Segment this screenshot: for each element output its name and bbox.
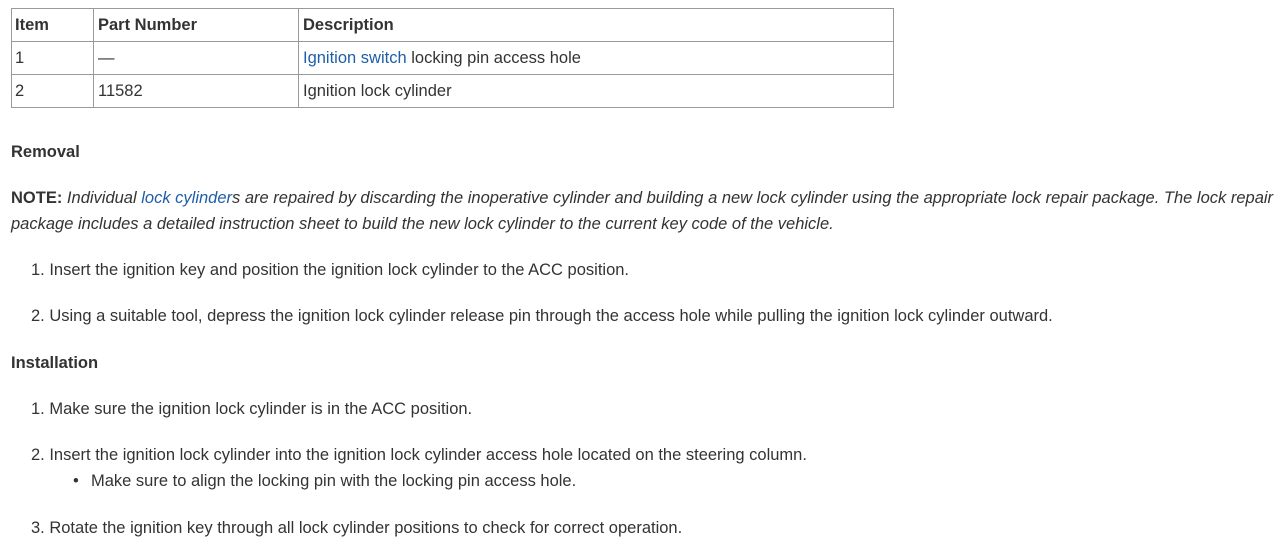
cell-part-number: 11582: [94, 75, 299, 108]
lock-cylinder-link[interactable]: lock cylinder: [141, 189, 233, 207]
installation-step-1: 1. Make sure the ignition lock cylinder is in the ACC position.: [31, 400, 473, 418]
cell-item: 2: [12, 75, 94, 108]
removal-note: [11, 185, 1275, 237]
header-part-number: Part Number: [94, 9, 299, 42]
installation-step-2: 2. Insert the ignition lock cylinder into the ignition lock cylinder access hole located on the steering column.: [31, 446, 807, 464]
description-text: locking pin access hole: [406, 48, 581, 67]
cell-part-number: —: [94, 42, 299, 75]
cell-description: Ignition lock cylinder: [299, 75, 894, 108]
bullet-dot: •: [73, 472, 79, 490]
removal-step-2: 2. Using a suitable tool, depress the ignition lock cylinder release pin through the access hole while pulling the ignition lock cylinder outward.: [31, 307, 1053, 325]
removal-heading: Removal: [11, 143, 80, 161]
removal-step-1: 1. Insert the ignition key and position the ignition lock cylinder to the ACC position.: [31, 261, 630, 279]
table-header-row: [12, 9, 894, 42]
cell-item: 1: [12, 42, 94, 75]
cell-description: [299, 42, 894, 75]
installation-step-3: 3. Rotate the ignition key through all lock cylinder positions to check for correct operation.: [31, 519, 683, 537]
header-description: Description: [299, 9, 894, 42]
note-text-pre: Individual: [62, 189, 142, 207]
table-row: [12, 42, 894, 75]
table-row: [12, 75, 894, 108]
installation-heading: Installation: [11, 354, 99, 372]
ignition-switch-link[interactable]: Ignition switch: [303, 48, 407, 67]
note-text-post: s are repaired by discarding the inoperative cylinder and building a new lock cylinder using the appropriate lock repair package. The lock repair package includes a detailed instruction sheet to build the new lock cylinder to the current key code of the vehicle.: [11, 189, 1274, 233]
substep-text: Make sure to align the locking pin with the locking pin access hole.: [91, 472, 577, 490]
parts-table: [11, 8, 894, 108]
note-label: NOTE:: [11, 189, 63, 207]
header-item: Item: [12, 9, 94, 42]
